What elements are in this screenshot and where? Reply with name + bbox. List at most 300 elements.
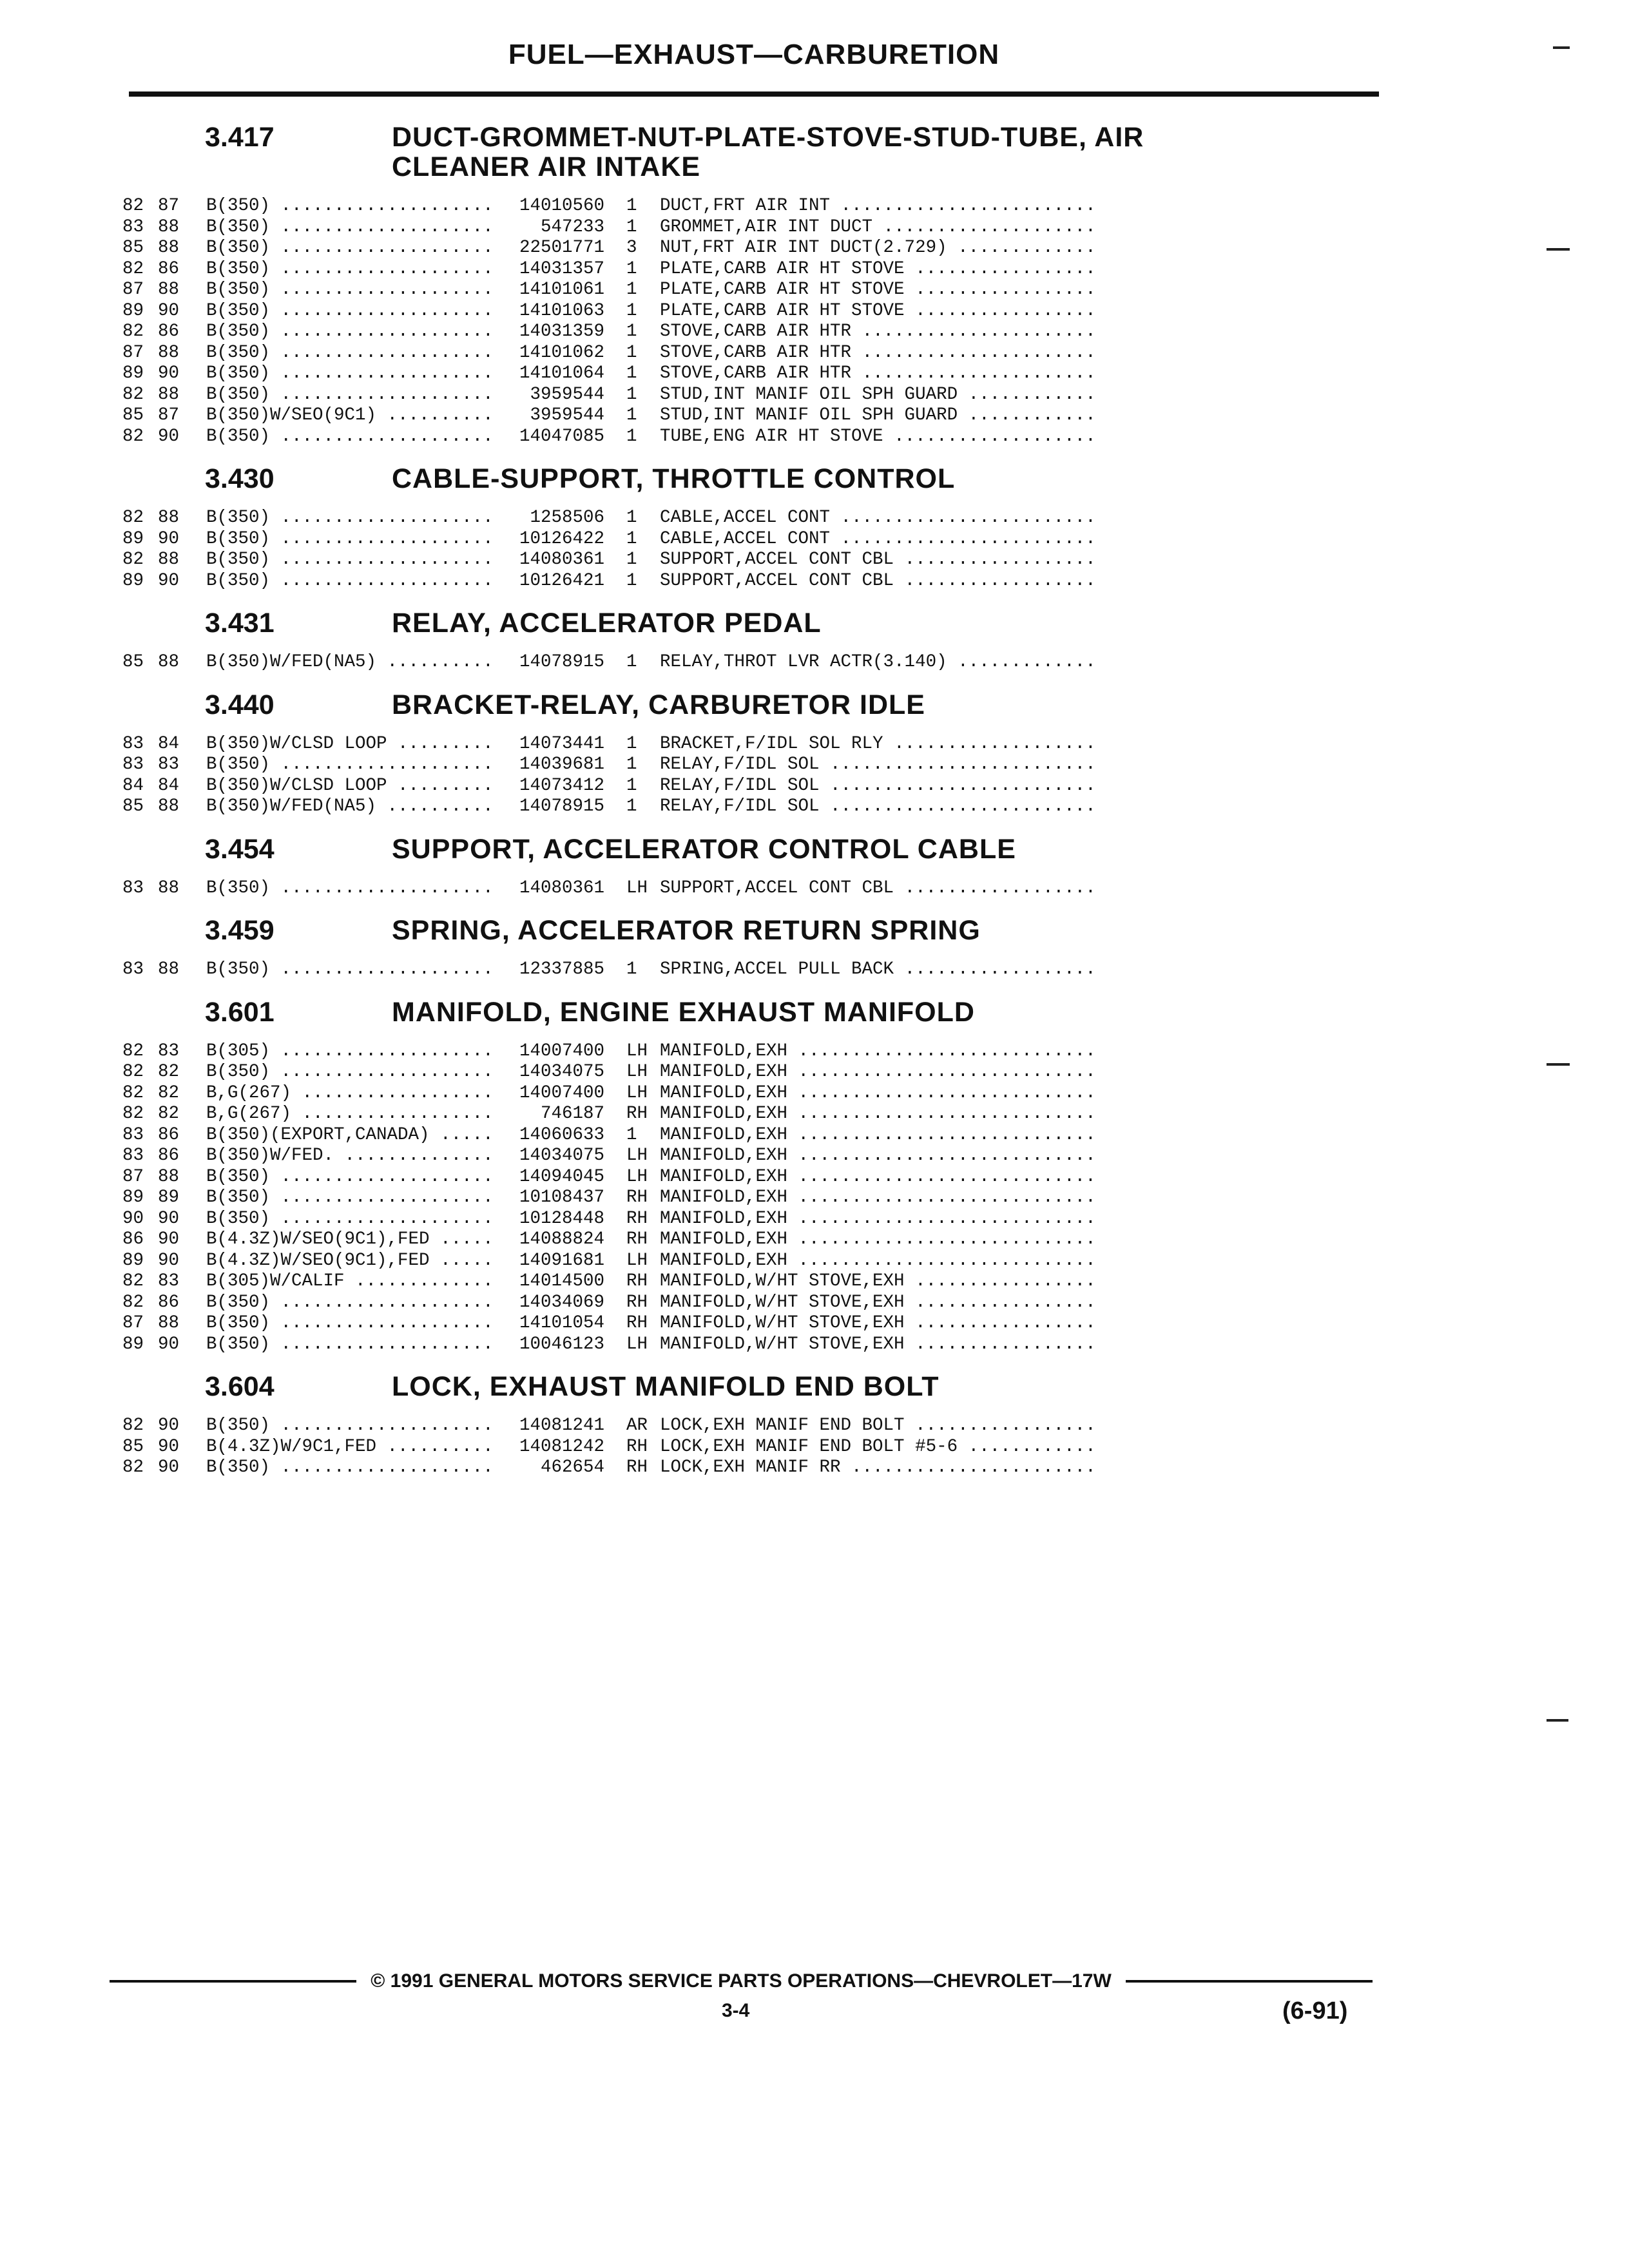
parts-row (122, 322, 1231, 343)
year-from: 83 (122, 1124, 144, 1145)
year-from: 85 (122, 238, 144, 258)
parts-section (122, 464, 1231, 591)
part-number: 14101064 (519, 363, 604, 383)
section-title: MANIFOLD, ENGINE EXHAUST MANIFOLD (392, 996, 975, 1028)
parts-row (122, 1271, 1231, 1293)
quantity: 1 (626, 216, 637, 237)
description: RELAY,THROT LVR ACTR(3.140) ..... (660, 652, 1098, 673)
parts-row (122, 878, 1231, 899)
section-heading (122, 690, 1231, 720)
parts-row (122, 1187, 1231, 1209)
description: STUD,INT MANIF OIL SPH GUARD ..... (660, 405, 1098, 427)
quantity: 1 (626, 570, 637, 591)
quantity: 1 (626, 363, 637, 383)
parts-row (122, 405, 1231, 427)
parts-section (122, 690, 1231, 818)
application: B(350) ..... (206, 238, 496, 259)
year-to: 83 (158, 1041, 180, 1061)
margin-tick (1553, 46, 1570, 49)
description: RELAY,F/IDL SOL ..... (660, 776, 1098, 797)
footer-page-number: 3-4 (722, 2000, 750, 2021)
parts-row (122, 301, 1231, 322)
application: B(350) ..... (206, 1209, 496, 1230)
application: B(350) ..... (206, 1062, 496, 1083)
section-title: CABLE-SUPPORT, THROTTLE CONTROL (392, 463, 956, 494)
application: B(350) ..... (206, 196, 496, 217)
part-number: 14101054 (519, 1313, 604, 1333)
year-from: 83 (122, 1146, 144, 1166)
parts-row (122, 1062, 1231, 1083)
description: RELAY,F/IDL SOL ..... (660, 754, 1098, 776)
year-to: 88 (158, 796, 180, 816)
year-to: 82 (158, 1062, 180, 1082)
parts-section (122, 1372, 1231, 1479)
parts-row (122, 1416, 1231, 1437)
footer-date: (6-91) (1282, 1997, 1348, 2024)
part-number: 14010560 (519, 196, 604, 216)
part-number: 14078915 (519, 652, 604, 672)
quantity: 1 (626, 426, 637, 447)
section-number: 3.440 (205, 689, 275, 720)
parts-row (122, 508, 1231, 529)
part-number: 14101063 (519, 300, 604, 321)
application: B(350) ..... (206, 550, 496, 571)
quantity: 1 (626, 550, 637, 570)
section-number: 3.430 (205, 463, 275, 494)
quantity: RH (626, 1271, 648, 1291)
section-heading (122, 916, 1231, 945)
year-from: 82 (122, 508, 144, 528)
year-from: 83 (122, 959, 144, 979)
margin-tick (1547, 1719, 1568, 1722)
application: B(350) ..... (206, 571, 496, 592)
application: B(350) ..... (206, 1187, 496, 1209)
year-to: 90 (158, 1208, 180, 1229)
application: B(350)W/FED(NA5) ..... (206, 652, 496, 673)
description: CABLE,ACCEL CONT ..... (660, 508, 1098, 529)
description: SPRING,ACCEL PULL BACK ..... (660, 959, 1098, 981)
part-number: 1258506 (530, 508, 604, 528)
year-to: 88 (158, 878, 180, 898)
description: MANIFOLD,EXH ..... (660, 1229, 1098, 1251)
year-from: 83 (122, 754, 144, 774)
quantity: 1 (626, 652, 637, 672)
year-to: 88 (158, 238, 180, 258)
year-from: 89 (122, 363, 144, 383)
description: STUD,INT MANIF OIL SPH GUARD ..... (660, 385, 1098, 406)
part-number: 14039681 (519, 754, 604, 774)
part-number: 10126421 (519, 570, 604, 591)
year-from: 86 (122, 1229, 144, 1249)
part-number: 14034069 (519, 1292, 604, 1312)
section-heading (122, 834, 1231, 864)
section-number: 3.604 (205, 1371, 275, 1402)
part-number: 14081241 (519, 1416, 604, 1436)
part-number: 14060633 (519, 1124, 604, 1145)
year-from: 82 (122, 322, 144, 341)
year-from: 89 (122, 300, 144, 321)
application: B(350)W/CLSD LOOP ..... (206, 776, 496, 797)
parts-row (122, 1293, 1231, 1314)
application: B(305) ..... (206, 1041, 496, 1062)
quantity: 1 (626, 384, 637, 405)
year-to: 88 (158, 280, 180, 300)
quantity: LH (626, 1146, 648, 1166)
year-to: 83 (158, 1271, 180, 1291)
quantity: 3 (626, 238, 637, 258)
year-from: 90 (122, 1208, 144, 1229)
application: B(350) ..... (206, 280, 496, 301)
parts-row (122, 1041, 1231, 1062)
description: MANIFOLD,EXH ..... (660, 1209, 1098, 1230)
part-number: 14073412 (519, 775, 604, 796)
description: MANIFOLD,EXH ..... (660, 1146, 1098, 1167)
part-number: 746187 (540, 1104, 604, 1124)
part-number: 3959544 (530, 405, 604, 425)
quantity: 1 (626, 528, 637, 549)
parts-row (122, 550, 1231, 571)
year-from: 87 (122, 342, 144, 363)
description: LOCK,EXH MANIF END BOLT #5-6 ..... (660, 1437, 1098, 1458)
description: SUPPORT,ACCEL CONT CBL ..... (660, 571, 1098, 592)
description: GROMMET,AIR INT DUCT ..... (660, 217, 1098, 238)
description: PLATE,CARB AIR HT STOVE ..... (660, 259, 1098, 280)
part-number: 14081242 (519, 1436, 604, 1457)
part-number: 14091681 (519, 1250, 604, 1271)
section-number: 3.454 (205, 833, 275, 865)
part-number: 10128448 (519, 1208, 604, 1229)
part-number: 14034075 (519, 1062, 604, 1082)
year-to: 87 (158, 405, 180, 425)
parts-row (122, 217, 1231, 238)
part-number: 14094045 (519, 1166, 604, 1187)
parts-row (122, 1209, 1231, 1230)
parts-row (122, 1334, 1231, 1356)
description: MANIFOLD,W/HT STOVE,EXH ..... (660, 1334, 1098, 1356)
description: BRACKET,F/IDL SOL RLY ..... (660, 734, 1098, 755)
year-to: 86 (158, 322, 180, 341)
parts-sections (122, 122, 1231, 1495)
part-number: 14101061 (519, 280, 604, 300)
year-to: 88 (158, 652, 180, 672)
year-from: 82 (122, 550, 144, 570)
year-from: 82 (122, 258, 144, 279)
quantity: AR (626, 1416, 648, 1436)
description: PLATE,CARB AIR HT STOVE ..... (660, 301, 1098, 322)
year-to: 88 (158, 959, 180, 979)
parts-row (122, 1313, 1231, 1334)
year-from: 89 (122, 1187, 144, 1207)
quantity: 1 (626, 775, 637, 796)
part-number: 14047085 (519, 426, 604, 447)
year-from: 83 (122, 216, 144, 237)
application: B(350) ..... (206, 754, 496, 776)
footer-line (110, 1970, 1373, 1992)
quantity: LH (626, 878, 648, 898)
application: B(350) ..... (206, 1334, 496, 1356)
application: B(350) ..... (206, 259, 496, 280)
year-from: 82 (122, 1457, 144, 1477)
year-to: 84 (158, 733, 180, 754)
year-to: 88 (158, 216, 180, 237)
year-to: 90 (158, 1250, 180, 1271)
quantity: 1 (626, 508, 637, 528)
application: B(350) ..... (206, 878, 496, 899)
parts-row (122, 1125, 1231, 1146)
description: LOCK,EXH MANIF END BOLT ..... (660, 1416, 1098, 1437)
year-to: 88 (158, 384, 180, 405)
application: B(350) ..... (206, 959, 496, 981)
year-to: 86 (158, 1292, 180, 1312)
year-from: 82 (122, 1082, 144, 1103)
quantity: 1 (626, 196, 637, 216)
application: B(305)W/CALIF ..... (206, 1271, 496, 1293)
part-number: 14078915 (519, 796, 604, 816)
application: B(350)W/FED(NA5) ..... (206, 796, 496, 818)
section-heading (122, 464, 1231, 494)
application: B(350)W/FED. ..... (206, 1146, 496, 1167)
part-number: 10126422 (519, 528, 604, 549)
year-from: 82 (122, 1041, 144, 1061)
description: MANIFOLD,EXH ..... (660, 1083, 1098, 1104)
margin-tick (1547, 248, 1570, 251)
parts-row (122, 529, 1231, 550)
description: MANIFOLD,EXH ..... (660, 1104, 1098, 1125)
parts-row (122, 196, 1231, 217)
year-from: 85 (122, 796, 144, 816)
section-title: BRACKET-RELAY, CARBURETOR IDLE (392, 689, 925, 720)
part-number: 14007400 (519, 1041, 604, 1061)
description: SUPPORT,ACCEL CONT CBL ..... (660, 878, 1098, 899)
parts-row (122, 1104, 1231, 1125)
year-to: 90 (158, 363, 180, 383)
year-from: 87 (122, 1313, 144, 1333)
year-from: 89 (122, 1334, 144, 1354)
application: B(350) ..... (206, 1457, 496, 1479)
application: B(4.3Z)W/SEO(9C1),FED ..... (206, 1229, 496, 1251)
application: B(350) ..... (206, 343, 496, 364)
application: B(350) ..... (206, 301, 496, 322)
parts-section (122, 122, 1231, 447)
year-from: 82 (122, 196, 144, 216)
parts-row (122, 652, 1231, 673)
application: B(350)(EXPORT,CANADA) ..... (206, 1125, 496, 1146)
section-heading (122, 1372, 1231, 1401)
part-number: 22501771 (519, 238, 604, 258)
year-to: 88 (158, 508, 180, 528)
quantity: LH (626, 1062, 648, 1082)
parts-row (122, 280, 1231, 301)
year-from: 85 (122, 1436, 144, 1457)
part-number: 14034075 (519, 1146, 604, 1166)
year-from: 82 (122, 1292, 144, 1312)
parts-row (122, 1083, 1231, 1104)
application: B(350) ..... (206, 217, 496, 238)
description: MANIFOLD,EXH ..... (660, 1062, 1098, 1083)
header-rule (129, 91, 1379, 97)
section-title: SPRING, ACCELERATOR RETURN SPRING (392, 915, 981, 946)
year-to: 90 (158, 1229, 180, 1249)
part-number: 547233 (540, 216, 604, 237)
margin-tick (1547, 1063, 1570, 1066)
parts-row (122, 259, 1231, 280)
year-from: 85 (122, 405, 144, 425)
application: B(350) ..... (206, 385, 496, 406)
application: B(4.3Z)W/9C1,FED ..... (206, 1437, 496, 1458)
description: NUT,FRT AIR INT DUCT(2.729) ..... (660, 238, 1098, 259)
parts-row (122, 796, 1231, 818)
parts-row (122, 734, 1231, 755)
quantity: LH (626, 1166, 648, 1187)
description: MANIFOLD,EXH ..... (660, 1125, 1098, 1146)
description: TUBE,ENG AIR HT STOVE ..... (660, 427, 1098, 448)
quantity: RH (626, 1208, 648, 1229)
part-number: 14080361 (519, 550, 604, 570)
parts-row (122, 427, 1231, 448)
year-to: 87 (158, 196, 180, 216)
year-from: 82 (122, 1104, 144, 1124)
quantity: 1 (626, 733, 637, 754)
quantity: LH (626, 1041, 648, 1061)
description: MANIFOLD,W/HT STOVE,EXH ..... (660, 1313, 1098, 1334)
application: B(350) ..... (206, 1293, 496, 1314)
year-from: 87 (122, 280, 144, 300)
year-to: 83 (158, 754, 180, 774)
year-to: 86 (158, 258, 180, 279)
parts-row (122, 1167, 1231, 1188)
year-to: 88 (158, 342, 180, 363)
parts-row (122, 754, 1231, 776)
section-number: 3.431 (205, 608, 275, 639)
year-to: 90 (158, 528, 180, 549)
quantity: RH (626, 1292, 648, 1312)
year-to: 89 (158, 1187, 180, 1207)
quantity: RH (626, 1313, 648, 1333)
quantity: RH (626, 1229, 648, 1249)
footer-rule-right (1126, 1980, 1373, 1983)
year-to: 88 (158, 550, 180, 570)
description: MANIFOLD,EXH ..... (660, 1251, 1098, 1272)
application: B(350) ..... (206, 529, 496, 550)
description: MANIFOLD,EXH ..... (660, 1187, 1098, 1209)
parts-row (122, 1251, 1231, 1272)
parts-row (122, 343, 1231, 364)
description: PLATE,CARB AIR HT STOVE ..... (660, 280, 1098, 301)
quantity: RH (626, 1104, 648, 1124)
year-from: 89 (122, 570, 144, 591)
quantity: LH (626, 1082, 648, 1103)
footer-copyright: © 1991 GENERAL MOTORS SERVICE PARTS OPERATIONS—CHEVROLET—17W (371, 1970, 1112, 1992)
section-number: 3.417 (205, 122, 275, 153)
quantity: 1 (626, 342, 637, 363)
quantity: RH (626, 1187, 648, 1207)
application: B,G(267) ..... (206, 1104, 496, 1125)
description: MANIFOLD,W/HT STOVE,EXH ..... (660, 1293, 1098, 1314)
part-number: 14031357 (519, 258, 604, 279)
parts-row (122, 385, 1231, 406)
section-title: SUPPORT, ACCELERATOR CONTROL CABLE (392, 833, 1016, 865)
quantity: 1 (626, 796, 637, 816)
quantity: 1 (626, 322, 637, 341)
application: B(350) ..... (206, 322, 496, 343)
description: MANIFOLD,W/HT STOVE,EXH ..... (660, 1271, 1098, 1293)
section-heading (122, 122, 1231, 182)
quantity: 1 (626, 258, 637, 279)
year-to: 90 (158, 426, 180, 447)
parts-row (122, 571, 1231, 592)
parts-row (122, 1437, 1231, 1458)
part-number: 14073441 (519, 733, 604, 754)
part-number: 14088824 (519, 1229, 604, 1249)
part-number: 462654 (540, 1457, 604, 1477)
parts-row (122, 1229, 1231, 1251)
section-heading (122, 997, 1231, 1027)
year-to: 90 (158, 1416, 180, 1436)
parts-section (122, 997, 1231, 1356)
parts-row (122, 1146, 1231, 1167)
section-number: 3.601 (205, 996, 275, 1028)
parts-row (122, 363, 1231, 385)
application: B(350)W/SEO(9C1) ..... (206, 405, 496, 427)
year-from: 83 (122, 878, 144, 898)
year-from: 82 (122, 1416, 144, 1436)
year-to: 82 (158, 1082, 180, 1103)
year-from: 89 (122, 528, 144, 549)
section-heading (122, 608, 1231, 638)
part-number: 14031359 (519, 322, 604, 341)
year-from: 82 (122, 384, 144, 405)
application: B(350) ..... (206, 508, 496, 529)
quantity: 1 (626, 959, 637, 979)
quantity: LH (626, 1334, 648, 1354)
year-to: 90 (158, 300, 180, 321)
parts-row (122, 959, 1231, 981)
parts-section (122, 608, 1231, 673)
description: SUPPORT,ACCEL CONT CBL ..... (660, 550, 1098, 571)
year-to: 90 (158, 1436, 180, 1457)
description: MANIFOLD,EXH ..... (660, 1167, 1098, 1188)
application: B(350) ..... (206, 427, 496, 448)
part-number: 12337885 (519, 959, 604, 979)
description: RELAY,F/IDL SOL ..... (660, 796, 1098, 818)
description: CABLE,ACCEL CONT ..... (660, 529, 1098, 550)
part-number: 14080361 (519, 878, 604, 898)
application: B,G(267) ..... (206, 1083, 496, 1104)
part-number: 3959544 (530, 384, 604, 405)
section-title: DUCT-GROMMET-NUT-PLATE-STOVE-STUD-TUBE, AIR CLEANER AIR INTAKE (392, 122, 1144, 182)
parts-row (122, 1457, 1231, 1479)
application: B(350) ..... (206, 1416, 496, 1437)
quantity: 1 (626, 300, 637, 321)
year-from: 84 (122, 775, 144, 796)
part-number: 14101062 (519, 342, 604, 363)
quantity: 1 (626, 754, 637, 774)
application: B(4.3Z)W/SEO(9C1),FED ..... (206, 1251, 496, 1272)
application: B(350) ..... (206, 1167, 496, 1188)
parts-section (122, 834, 1231, 899)
year-from: 83 (122, 733, 144, 754)
section-title: RELAY, ACCELERATOR PEDAL (392, 608, 822, 639)
page-header: FUEL—EXHAUST—CARBURETION (508, 39, 1000, 70)
year-to: 88 (158, 1313, 180, 1333)
section-number: 3.459 (205, 915, 275, 946)
year-to: 86 (158, 1124, 180, 1145)
year-to: 84 (158, 775, 180, 796)
description: DUCT,FRT AIR INT ..... (660, 196, 1098, 217)
part-number: 10108437 (519, 1187, 604, 1207)
year-to: 88 (158, 1166, 180, 1187)
year-from: 82 (122, 1271, 144, 1291)
